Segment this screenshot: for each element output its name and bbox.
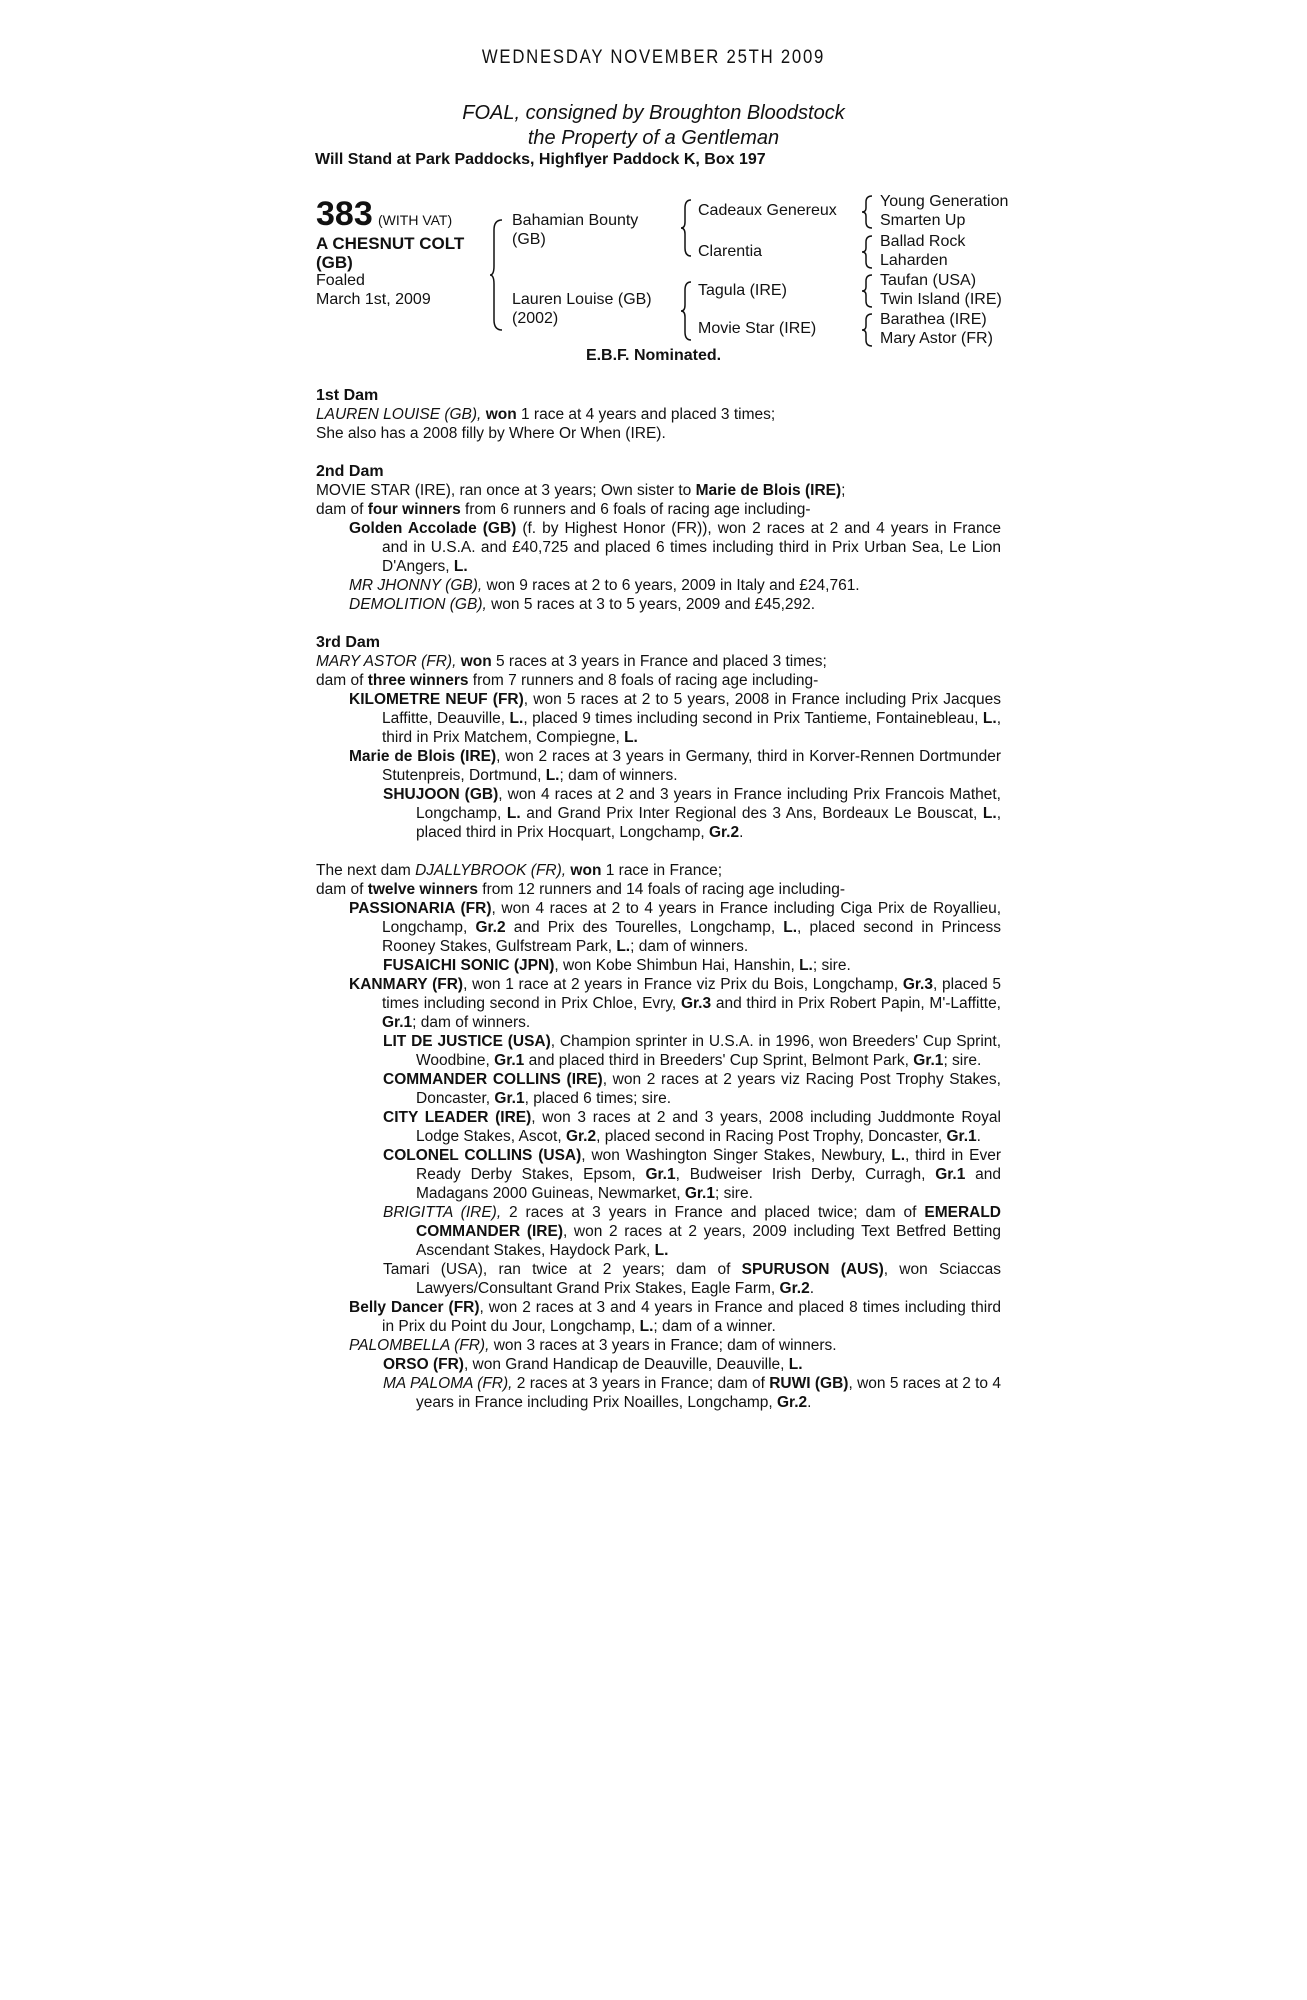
first-dam-heading: 1st Dam <box>316 387 379 404</box>
sire-sire: Cadeaux Genereux <box>698 202 837 219</box>
produce-entry: Marie de Blois (IRE), won 2 races at 3 years in Germany, third in Korver-Rennen Dortmunder Stutenpreis, Dortmund, L.; dam of winners. <box>349 748 1001 784</box>
pedigree-brace-sire <box>681 198 693 258</box>
pedigree-brace-ds <box>862 273 874 309</box>
produce-entry: Golden Accolade (GB) (f. by Highest Honor (FR)), won 2 races at 2 and 4 years in France and in U.S.A. and £40,725 and placed 6 times including third in Prix Urban Sea, Le Lion D'Angers, L. <box>349 520 1001 575</box>
dam-name: Lauren Louise (GB) <box>512 291 652 308</box>
second-dam-winners: dam of four winners from 6 runners and 6 foals of racing age including- <box>316 501 811 518</box>
sire-sire-dam: Smarten Up <box>880 212 966 229</box>
produce-entry: BRIGITTA (IRE), 2 races at 3 years in France and placed twice; dam of EMERALD COMMANDER (IRE), won 2 races at 2 years, 2009 including Text Betfred Betting Ascendant Stakes, Haydock Park, L. <box>383 1204 1001 1259</box>
sire-name: Bahamian Bounty <box>512 212 639 229</box>
produce-entry: COMMANDER COLLINS (IRE), won 2 races at 2 years viz Racing Post Trophy Stakes, Doncaster, Gr.1, placed 6 times; sire. <box>383 1071 1001 1107</box>
produce-entry: SHUJOON (GB), won 4 races at 2 and 3 years in France including Prix Francois Mathet, Longchamp, L. and Grand Prix Inter Regional des 3 Ans, Bordeaux Le Bouscat, L., placed third in Prix Hocquart, Longchamp, Gr.2. <box>383 786 1001 841</box>
pedigree-brace-sd <box>862 234 874 270</box>
sire-dam: Clarentia <box>698 243 763 260</box>
first-dam-produce: She also has a 2008 filly by Where Or When (IRE). <box>316 425 666 442</box>
produce-entry: MR JHONNY (GB), won 9 races at 2 to 6 years, 2009 in Italy and £24,761. <box>349 577 860 594</box>
pedigree-brace-ss <box>862 194 874 230</box>
pedigree-brace-dd <box>862 312 874 348</box>
produce-entry: ORSO (FR), won Grand Handicap de Deauville, Deauville, L. <box>383 1356 803 1373</box>
produce-entry: COLONEL COLLINS (USA), won Washington Singer Stakes, Newbury, L., third in Ever Ready Derby Stakes, Epsom, Gr.1, Budweiser Irish Derby, Curragh, Gr.1 and Madagans 2000 Guineas, Newmarket, Gr.1; sire. <box>383 1147 1001 1202</box>
vat-note: (WITH VAT) <box>378 212 453 228</box>
produce-entry: PALOMBELLA (FR), won 3 races at 3 years in France; dam of winners. <box>349 1337 837 1354</box>
produce-entry: FUSAICHI SONIC (JPN), won Kobe Shimbun Hai, Hanshin, L.; sire. <box>383 957 851 974</box>
pedigree-brace-dam <box>681 280 693 342</box>
produce-entry: MA PALOMA (FR), 2 races at 3 years in France; dam of RUWI (GB), won 5 races at 2 to 4 years in France including Prix Noailles, Longchamp, Gr.2. <box>383 1375 1001 1411</box>
produce-entry: LIT DE JUSTICE (USA), Champion sprinter in U.S.A. in 1996, won Breeders' Cup Sprint, Woodbine, Gr.1 and placed third in Breeders' Cup Sprint, Belmont Park, Gr.1; sire. <box>383 1033 1002 1069</box>
next-dam-winners: dam of twelve winners from 12 runners and 14 foals of racing age including- <box>316 881 846 898</box>
produce-entry: Tamari (USA), ran twice at 2 years; dam of SPURUSON (AUS), won Sciaccas Lawyers/Consultant Grand Prix Stakes, Eagle Farm, Gr.2. <box>383 1261 1001 1297</box>
foaled-date: March 1st, 2009 <box>316 291 431 308</box>
dam-sire-sire: Taufan (USA) <box>880 272 977 289</box>
second-dam-line: MOVIE STAR (IRE), ran once at 3 years; Own sister to Marie de Blois (IRE); <box>316 482 846 499</box>
lot-description-country: (GB) <box>316 253 353 272</box>
pedigree-brace-main <box>490 218 504 332</box>
produce-entry: KANMARY (FR), won 1 race at 2 years in France viz Prix du Bois, Longchamp, Gr.3, placed 5 times including second in Prix Chloe, Evry, Gr.3 and third in Prix Robert Papin, M'-Laffitte, Gr.1; dam of winners. <box>349 976 1002 1031</box>
produce-record <box>316 386 1001 1412</box>
dam-year: (2002) <box>512 310 559 327</box>
dam-dam: Movie Star (IRE) <box>698 320 817 337</box>
lot-description: A CHESNUT COLT <box>316 234 465 253</box>
dam-dam-dam: Mary Astor (FR) <box>880 330 993 347</box>
ebf-nominated: E.B.F. Nominated. <box>585 347 722 364</box>
produce-entry: DEMOLITION (GB), won 5 races at 3 to 5 years, 2009 and £45,292. <box>349 596 816 613</box>
produce-entry: KILOMETRE NEUF (FR), won 5 races at 2 to 5 years, 2008 in France including Prix Jacques Laffitte, Deauville, L., placed 9 times including second in Prix Tantieme, Fontainebleau, L., third in Prix Matchem, Compiegne, L. <box>349 691 1001 746</box>
second-dam-heading: 2nd Dam <box>316 463 384 480</box>
dam-sire-dam: Twin Island (IRE) <box>880 291 1002 308</box>
sire-sire-sire: Young Generation <box>880 193 1009 210</box>
produce-entry: CITY LEADER (IRE), won 3 races at 2 and 3 years, 2008 including Juddmonte Royal Lodge Stakes, Ascot, Gr.2, placed second in Racing Post Trophy, Doncaster, Gr.1. <box>383 1109 1001 1145</box>
third-dam-heading: 3rd Dam <box>316 634 381 651</box>
first-dam-line: LAUREN LOUISE (GB), won 1 race at 4 years and placed 3 times; <box>316 406 776 423</box>
property-line: the Property of a Gentleman <box>527 127 780 149</box>
sire-dam-sire: Ballad Rock <box>880 233 966 250</box>
dam-dam-sire: Barathea (IRE) <box>880 311 987 328</box>
third-dam-line: MARY ASTOR (FR), won 5 races at 3 years in France and placed 3 times; <box>316 653 827 670</box>
produce-entry: Belly Dancer (FR), won 2 races at 3 and 4 years in France and placed 8 times including third in Prix du Point du Jour, Longchamp, L.; dam of a winner. <box>349 1299 1001 1335</box>
sire-dam-dam: Laharden <box>880 252 948 269</box>
produce-entry: PASSIONARIA (FR), won 4 races at 2 to 4 years in France including Ciga Prix de Royallieu, Longchamp, Gr.2 and Prix des Tourelles, Longchamp, L., placed second in Princess Rooney Stakes, Gulfstream Park, L.; dam of winners. <box>349 900 1002 955</box>
consignor-line: FOAL, consigned by Broughton Bloodstock <box>462 102 845 124</box>
next-dam-line: The next dam DJALLYBROOK (FR), won 1 race in France; <box>316 862 723 879</box>
lot-number: 383 <box>316 195 373 233</box>
dam-sire: Tagula (IRE) <box>698 282 787 299</box>
sire-country: (GB) <box>512 231 546 248</box>
sale-date: WEDNESDAY NOVEMBER 25TH 2009 <box>481 47 826 68</box>
third-dam-winners: dam of three winners from 7 runners and 8 foals of racing age including- <box>316 672 819 689</box>
stand-location: Will Stand at Park Paddocks, Highflyer Paddock K, Box 197 <box>315 151 766 168</box>
foaled-label: Foaled <box>316 272 365 289</box>
